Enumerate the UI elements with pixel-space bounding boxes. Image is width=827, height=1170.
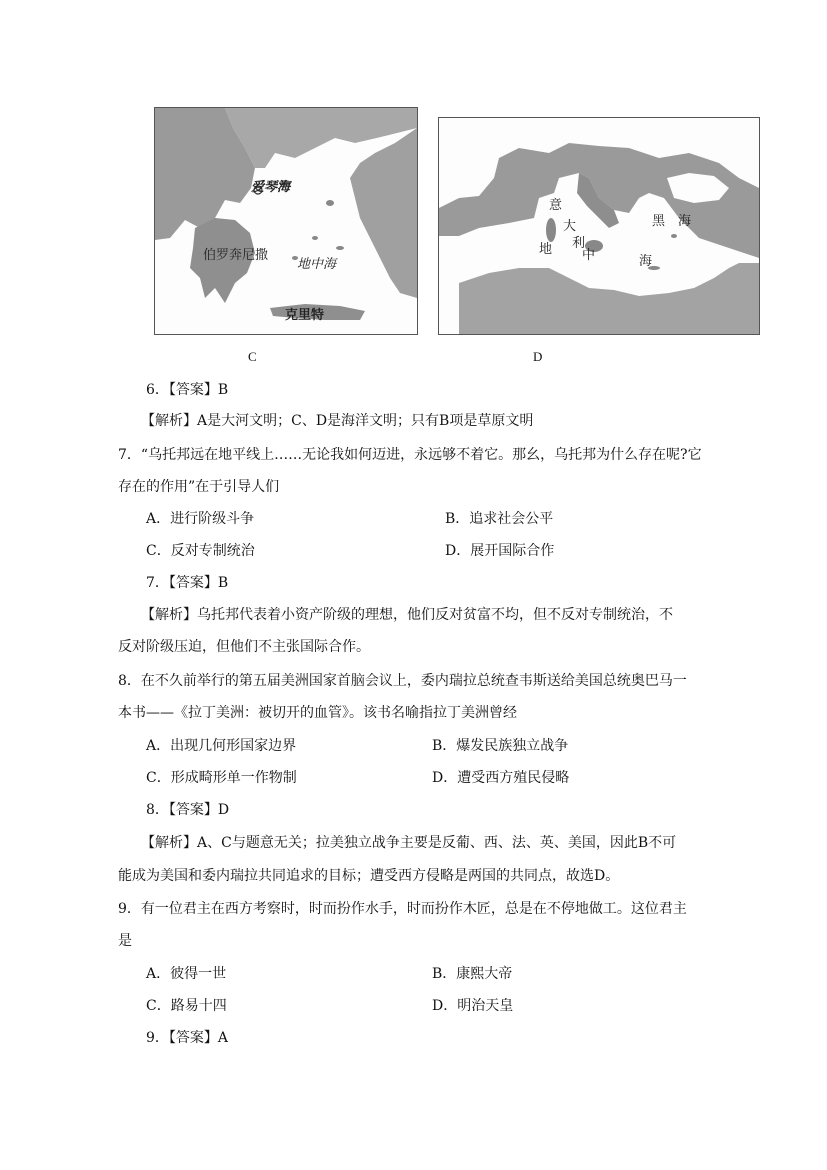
label-black-sea: 黑 海: [652, 214, 692, 229]
label-aegean: 爱琴海: [251, 180, 291, 195]
q9-option-a: A．彼得一世: [146, 966, 227, 982]
q8-option-b: B．爆发民族独立战争: [432, 738, 569, 754]
label-di: 地: [539, 242, 553, 257]
q7-stem-line2: 存在的作用”在于引导人们: [118, 479, 280, 495]
q8-analysis-line1: 【解析】A、C与题意无关；拉美独立战争主要是反葡、西、法、英、美国，因此B不可: [141, 835, 677, 851]
q9-stem-line1: 9．有一位君主在西方考察时，时而扮作水手，时而扮作木匠，总是在不停地做工。这位君主: [118, 901, 687, 917]
q7-option-c: C．反对专制统治: [146, 543, 255, 559]
q7-stem-line1: 7．“乌托邦远在地平线上……无论我如何迈进，永远够不着它。那幺，乌托邦为什么存在呢?它: [118, 447, 702, 463]
label-mediterranean-c: 地中海: [297, 257, 337, 272]
q9-stem-line2: 是: [118, 933, 132, 949]
map-c-caption: C: [248, 349, 257, 364]
q8-stem-line1: 8．在不久前举行的第五届美洲国家首脑会议上，委内瑞拉总统查韦斯送给美国总统奥巴马一: [118, 673, 687, 689]
q8-stem-line2: 本书——《拉丁美洲：被切开的血管》。该书名喻指拉丁美洲曾经: [118, 705, 517, 721]
label-zhong: 中: [582, 248, 596, 263]
q7-option-a: A．进行阶级斗争: [146, 511, 255, 527]
q6-analysis: 【解析】A是大河文明；C、D是海洋文明；只有B项是草原文明: [141, 413, 534, 429]
q9-option-d: D．明治天皇: [432, 998, 514, 1014]
map-d-drawing: [439, 118, 759, 334]
label-yi: 意: [549, 198, 563, 213]
map-d: [438, 117, 760, 335]
q7-analysis-line2: 反对阶级压迫，但他们不主张国际合作。: [118, 639, 370, 655]
q8-answer: 8．【答案】D: [146, 802, 230, 818]
label-crete: 克里特: [285, 308, 325, 323]
q8-option-d: D．遭受西方殖民侵略: [432, 770, 570, 786]
q8-option-c: C．形成畸形单一作物制: [146, 770, 297, 786]
q6-answer: 6．【答案】B: [146, 382, 229, 398]
map-c-drawing: [155, 108, 417, 334]
q8-analysis-line2: 能成为美国和委内瑞拉共同追求的目标；遭受西方侵略是两国的共同点，故选D。: [118, 868, 620, 884]
q7-answer: 7．【答案】B: [146, 575, 229, 591]
q9-option-c: C．路易十四: [146, 998, 227, 1014]
map-d-caption: D: [533, 349, 543, 364]
q7-analysis-line1: 【解析】乌托邦代表着小资产阶级的理想，他们反对贫富不均，但不反对专制统治，不: [141, 607, 673, 623]
label-hai: 海: [639, 254, 653, 269]
label-peloponnese: 伯罗奔尼撒: [203, 248, 269, 263]
q9-answer: 9．【答案】A: [146, 1030, 229, 1046]
q7-option-b: B．追求社会公平: [445, 511, 554, 527]
q8-option-a: A．出现几何形国家边界: [146, 738, 297, 754]
label-da: 大: [563, 219, 577, 234]
q9-option-b: B．康熙大帝: [432, 966, 513, 982]
q7-option-d: D．展开国际合作: [445, 543, 555, 559]
label-li: 利: [572, 236, 586, 251]
map-c: [154, 107, 418, 335]
